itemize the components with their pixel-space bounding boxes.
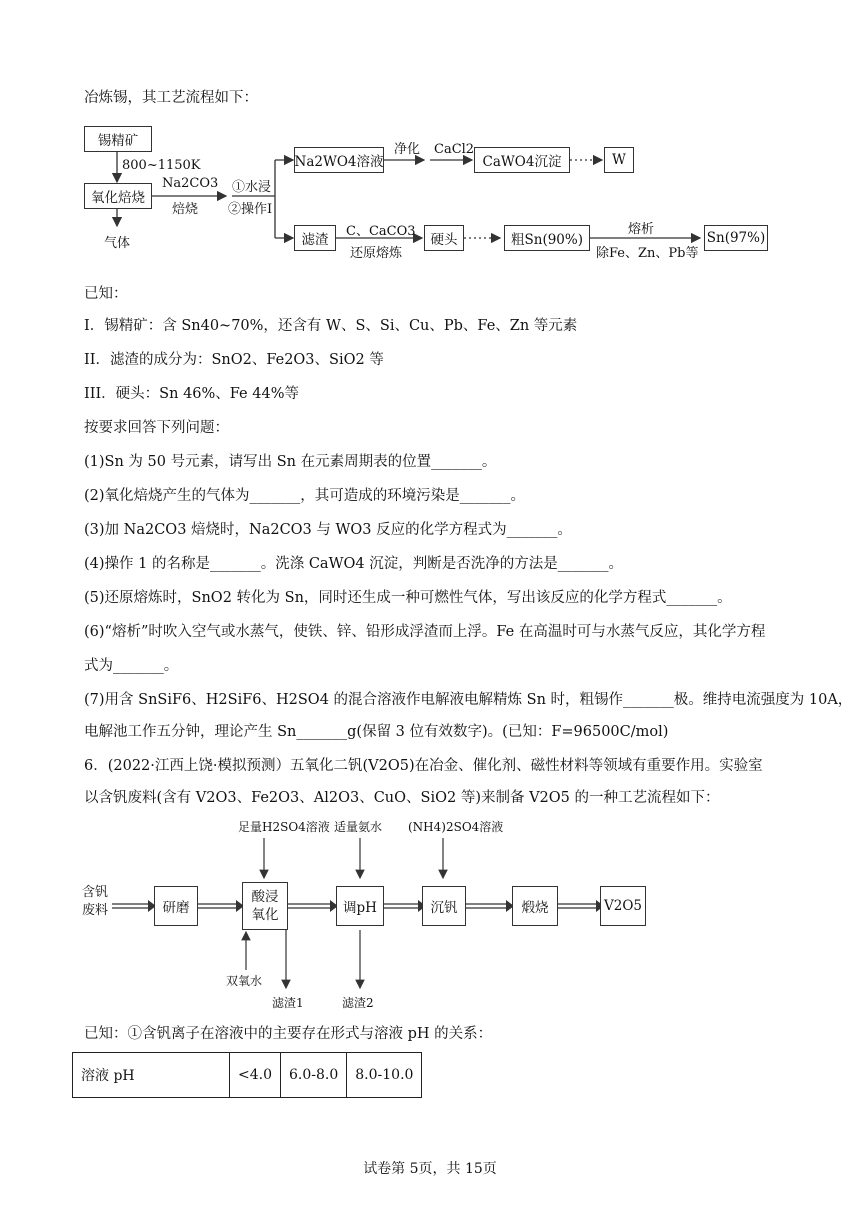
v2o5-box: V2O5	[600, 886, 646, 926]
ammonia-label: 适量氨水	[334, 820, 383, 834]
gas-label: 气体	[104, 236, 131, 251]
crude-tin-box: 粗Sn(90%)	[504, 225, 590, 251]
table-row	[73, 1053, 422, 1098]
hardhead-box: 硬头	[424, 225, 464, 251]
temperature-label: 800~1150K	[122, 158, 201, 173]
ammonium-sulfate-label: (NH4)2SO4溶液	[408, 820, 504, 834]
problem-6-line2: 以含钒废料(含有 V2O3、Fe2O3、Al2O3、CuO、SiO2 等)来制备 V2O5 的一种工艺流程如下：	[84, 790, 720, 806]
intro-text: 冶炼锡，其工艺流程如下：	[84, 90, 258, 106]
h2o2-label: 双氧水	[226, 974, 263, 988]
na2wo4-solution-box: Na2WO4溶液	[294, 147, 384, 173]
page-footer: 试卷第 5页，共 15页	[363, 1161, 497, 1177]
residue1-label: 滤渣1	[272, 996, 304, 1010]
tungsten-box: W	[604, 147, 634, 173]
grind-box: 研磨	[154, 886, 198, 926]
roast-step-label: 焙烧	[172, 202, 199, 217]
known-heading: 已知：	[84, 286, 128, 302]
table-header-cell: 溶液 pH	[73, 1053, 230, 1098]
precipitate-vanadium-box: 沉钒	[422, 886, 466, 926]
h2so4-label: 足量H2SO4溶液	[238, 820, 330, 834]
ask-heading: 按要求回答下列问题：	[84, 420, 229, 436]
question-2: (2)氧化焙烧产生的气体为_______，其可造成的环境污染是_______。	[84, 488, 526, 504]
known-item-2: II．滤渣的成分为：SnO2、Fe2O3、SiO2 等	[84, 352, 384, 368]
question-6-line1: (6)“熔析”时吹入空气或水蒸气，使铁、锌、铅形成浮渣而上浮。Fe 在高温时可与水蒸气反应，其化学方程	[84, 624, 766, 640]
question-3: (3)加 Na2CO3 焙烧时，Na2CO3 与 WO3 反应的化学方程式为_______。	[84, 522, 572, 538]
ore-box: 锡精矿	[84, 126, 152, 152]
reduction-smelting-label: 还原熔炼	[350, 246, 403, 261]
na2co3-label: Na2CO3	[162, 176, 219, 191]
table-cell: 6.0-8.0	[281, 1053, 347, 1098]
question-6-line2: 式为_______。	[84, 658, 179, 674]
cacl2-label: CaCl2	[434, 142, 475, 157]
residue-box: 滤渣	[294, 225, 336, 251]
residue2-label: 滤渣2	[342, 996, 374, 1010]
refined-tin-box: Sn(97%)	[704, 225, 768, 251]
liquation-label: 熔析	[628, 222, 655, 237]
known-item-3: III．硬头：Sn 46%、Fe 44%等	[84, 386, 299, 402]
question-7-line1: (7)用含 SnSiF6、H2SiF6、H2SO4 的混合溶液作电解液电解精炼 Sn 时，粗锡作_______极。维持电流强度为 10A，	[84, 692, 853, 708]
ph-table	[72, 1052, 422, 1098]
calcine-box: 煅烧	[512, 886, 558, 926]
roast-box: 氧化焙烧	[84, 183, 152, 209]
operation1-label: ②操作Ⅰ	[228, 202, 273, 217]
vanadium-waste-label: 含钒废料	[82, 885, 109, 918]
cawo4-box: CaWO4沉淀	[474, 147, 570, 173]
water-leach-label: ①水浸	[232, 180, 272, 195]
question-4: (4)操作 1 的名称是_______。洗涤 CaWO4 沉淀，判断是否洗净的方法是_______。	[84, 556, 623, 572]
adjust-ph-box: 调pH	[336, 886, 384, 926]
table-cell: 8.0-10.0	[347, 1053, 422, 1098]
table-cell: <4.0	[230, 1053, 281, 1098]
known-item-1: I．锡精矿：含 Sn40~70%，还含有 W、S、Si、Cu、Pb、Fe、Zn 等元素	[84, 318, 578, 334]
reductant-label: C、CaCO3	[346, 224, 416, 239]
question-1: (1)Sn 为 50 号元素，请写出 Sn 在元素周期表的位置_______。	[84, 454, 497, 470]
question-7-line2: 电解池工作五分钟，理论产生 Sn_______g(保留 3 位有效数字)。(已知：F=96500C/mol)	[84, 724, 669, 740]
remove-impurities-label: 除Fe、Zn、Pb等	[596, 246, 699, 261]
question-5: (5)还原熔炼时，SnO2 转化为 Sn，同时还生成一种可燃性气体，写出该反应的化学方程式_______。	[84, 590, 732, 606]
known2-text: 已知：①含钒离子在溶液中的主要存在形式与溶液 pH 的关系：	[84, 1026, 493, 1042]
acid-leach-box: 酸浸氧化	[242, 882, 288, 930]
purify-label: 净化	[394, 142, 421, 157]
problem-6-line1: 6．(2022·江西上饶·模拟预测）五氧化二钒(V2O5)在冶金、催化剂、磁性材料等领域有重要作用。实验室	[84, 758, 763, 774]
